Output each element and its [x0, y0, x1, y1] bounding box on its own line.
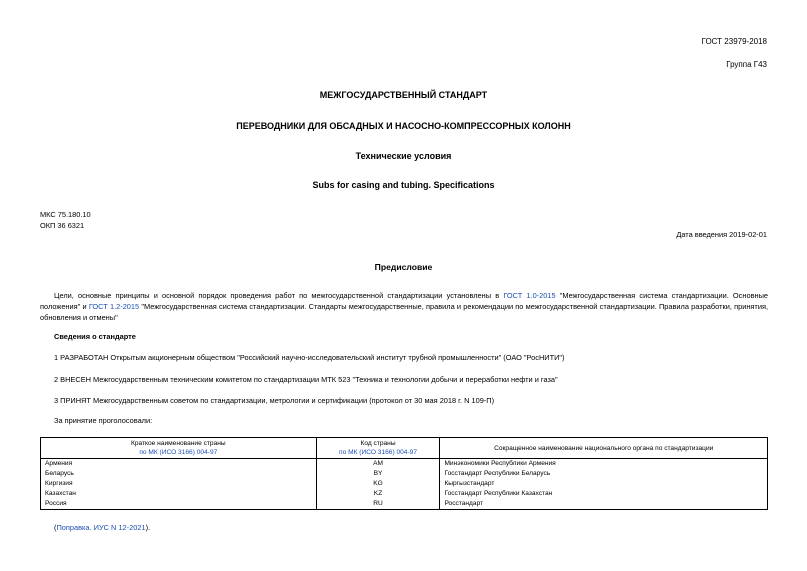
english-title: Subs for casing and tubing. Specifications — [312, 180, 495, 190]
header-country-line1: Краткое наименование страны — [130, 440, 226, 447]
country-cell: Казахстан — [41, 489, 317, 499]
header-code-link[interactable]: по МК (ИСО 3166) 004-97 — [339, 449, 418, 456]
group-label: Группа Г43 — [726, 60, 767, 69]
header-country-link[interactable]: по МК (ИСО 3166) 004-97 — [139, 449, 218, 456]
info-item-developed: 1 РАЗРАБОТАН Открытым акционерным обществом "Российский научно-исследовательский институт трубной промышленности" (ОАО "РосНИТИ") — [54, 353, 565, 362]
paragraph-text: "Межгосударственная система стандартизации. Стандарты межгосударственные, правила и рекомендации по межгосударственной стандартизации. Правила разработки, принятия, обновления и отмены" — [40, 302, 768, 322]
table-header-row — [41, 438, 768, 459]
code-cell: KG — [316, 479, 440, 489]
code-cell: BY — [316, 469, 440, 479]
table-row — [41, 479, 768, 489]
okp-code: ОКП 36 6321 — [40, 221, 85, 230]
country-cell: Россия — [41, 499, 317, 510]
code-cell: AM — [316, 459, 440, 470]
body-cell: Госстандарт Республики Беларусь — [440, 469, 768, 479]
paragraph-text: Цели, основные принципы и основной порядок проведения работ по межгосударственной стандартизации установлены в — [54, 291, 504, 300]
gost-1-0-link[interactable]: ГОСТ 1.0-2015 — [503, 291, 556, 300]
info-item-adopted: 3 ПРИНЯТ Межгосударственным советом по стандартизации, метрологии и сертификации (протокол от 30 мая 2018 г. N 109-П) — [54, 396, 495, 405]
table-row — [41, 489, 768, 499]
amendment-note — [54, 523, 150, 532]
mks-code: МКС 75.180.10 — [40, 210, 91, 219]
table-row — [41, 499, 768, 510]
standard-code: ГОСТ 23979-2018 — [701, 37, 767, 46]
code-cell: KZ — [316, 489, 440, 499]
amendment-link[interactable]: Поправка. ИУС N 12-2021 — [56, 523, 146, 532]
country-cell: Киргизия — [41, 479, 317, 489]
header-code — [316, 438, 440, 459]
table-row — [41, 469, 768, 479]
header-country — [41, 438, 317, 459]
document-type: МЕЖГОСУДАРСТВЕННЫЙ СТАНДАРТ — [319, 90, 488, 100]
document-subtitle: Технические условия — [355, 151, 452, 161]
amendment-open: ( — [54, 523, 57, 532]
foreword-heading: Предисловие — [374, 262, 433, 272]
foreword-paragraph — [40, 290, 768, 323]
document-title: ПЕРЕВОДНИКИ ДЛЯ ОБСАДНЫХ И НАСОСНО-КОМПРЕССОРНЫХ КОЛОНН — [236, 121, 571, 131]
voted-label: За принятие проголосовали: — [54, 416, 153, 425]
table-row — [41, 459, 768, 470]
country-cell: Армения — [41, 459, 317, 470]
country-cell: Беларусь — [41, 469, 317, 479]
gost-1-2-link[interactable]: ГОСТ 1.2-2015 — [88, 302, 140, 311]
body-cell: Кыргызстандарт — [440, 479, 768, 489]
info-heading: Сведения о стандарте — [54, 332, 136, 341]
info-item-introduced: 2 ВНЕСЕН Межгосударственным техническим комитетом по стандартизации МТК 523 "Техника и технологии добычи и переработки нефти и газа" — [54, 375, 558, 384]
body-cell: Минэкономики Республики Армения — [440, 459, 768, 470]
amendment-close: ). — [145, 523, 151, 532]
effective-date: Дата введения 2019-02-01 — [676, 230, 767, 239]
body-cell: Госстандарт Республики Казахстан — [440, 489, 768, 499]
header-code-line1: Код страны — [360, 440, 396, 447]
voting-table — [40, 437, 768, 510]
paragraph-text: "Межгосударственная система стандартизации. Основные положения" и — [40, 291, 768, 311]
header-body: Сокращенное наименование национального органа по стандартизации — [440, 438, 768, 459]
code-cell: RU — [316, 499, 440, 510]
body-cell: Росстандарт — [440, 499, 768, 510]
